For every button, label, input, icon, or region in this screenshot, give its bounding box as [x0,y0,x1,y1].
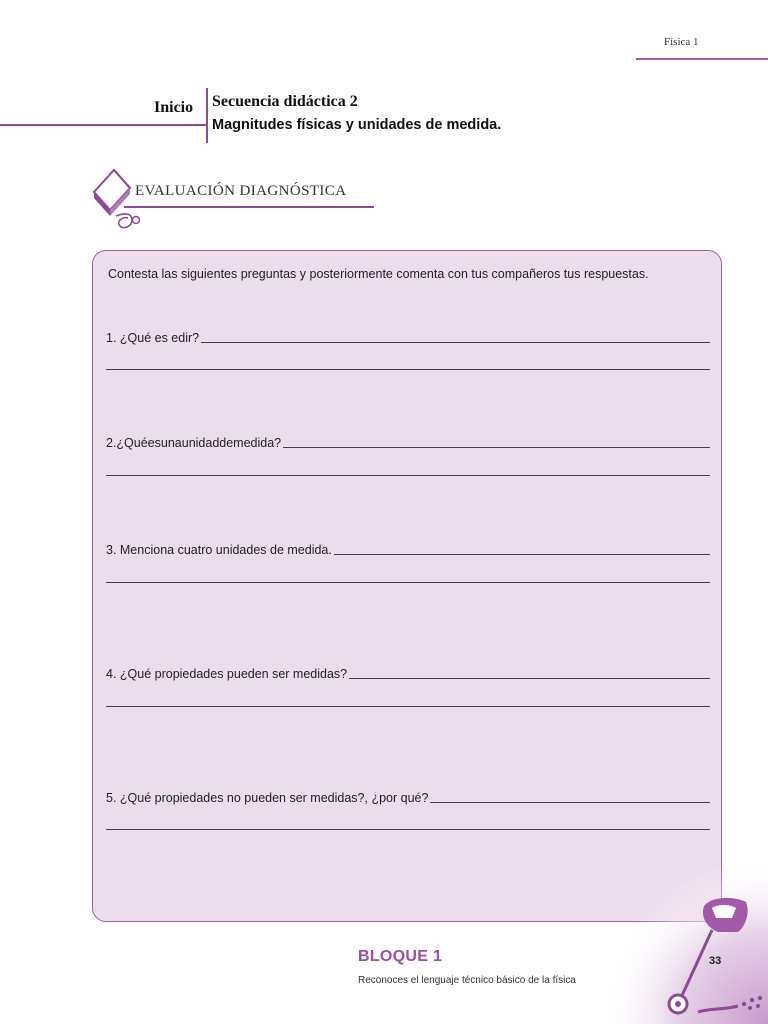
question-2-answer-line-2[interactable] [106,475,710,476]
question-1 [106,327,710,345]
evaluation-title-underline [124,206,374,208]
question-5 [106,787,710,805]
block-subtitle: Reconoces el lenguaje técnico básico de la física [358,975,576,986]
question-2 [106,432,710,450]
header-divider [636,58,768,60]
sequence-title: Secuencia didáctica 2 [212,93,358,110]
question-1-answer-line-2[interactable] [106,369,710,370]
question-3-text: 3. Menciona cuatro unidades de medida. [106,543,332,557]
block-title: BLOQUE 1 [358,948,443,965]
question-5-answer-line-2[interactable] [106,829,710,830]
pencil-eraser-icon [88,162,146,238]
header-course: Física 1 [664,36,699,48]
question-4-text: 4. ¿Qué propiedades pueden ser medidas? [106,667,348,681]
question-2-answer-line[interactable] [283,446,710,448]
section-divider [0,124,207,126]
question-2-text: 2.¿Quéesunaunidaddemedida? [106,436,282,450]
question-5-answer-line[interactable] [430,801,710,803]
section-label: Inicio [154,99,194,116]
question-1-answer-line[interactable] [201,341,710,343]
pencil-decoration-icon [600,858,768,1024]
question-4-answer-line[interactable] [349,677,710,679]
questions-card [92,250,722,922]
sequence-subtitle: Magnitudes físicas y unidades de medida. [212,117,502,133]
evaluation-title: EVALUACIÓN DIAGNÓSTICA [135,183,347,199]
page-number: 33 [709,955,722,967]
question-4-answer-line-2[interactable] [106,706,710,707]
section-vertical-divider [206,88,208,143]
question-1-text: 1. ¿Qué es edir? [106,331,200,345]
instructions-text: Contesta las siguientes preguntas y posteriormente comenta con tus compañeros tus respuestas. [108,267,649,281]
question-3 [106,539,710,557]
question-4 [106,663,710,681]
question-3-answer-line-2[interactable] [106,582,710,583]
question-5-text: 5. ¿Qué propiedades no pueden ser medidas?, ¿por qué? [106,791,429,805]
question-3-answer-line[interactable] [334,553,710,555]
